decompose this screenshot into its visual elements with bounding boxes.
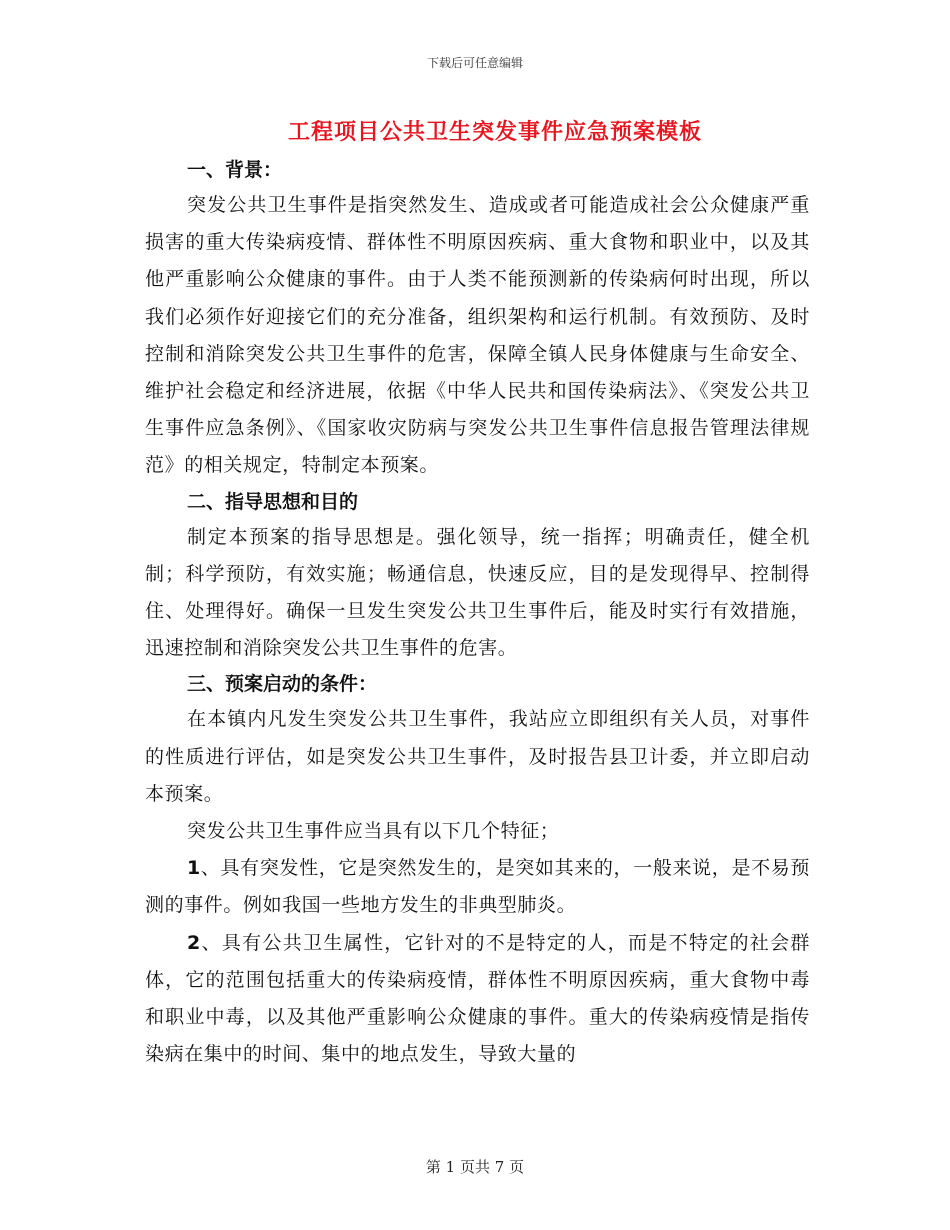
list-item-number: 2 — [187, 931, 201, 954]
list-item — [145, 850, 810, 924]
paragraph: 在本镇内凡发生突发公共卫生事件，我站应立即组织有关人员，对事件的性质进行评估，如是突发公共卫生事件，及时报告县卫计委，并立即启动本预案。 — [145, 708, 810, 805]
document-body — [145, 153, 810, 1073]
document-title: 工程项目公共卫生突发事件应急预案模板 — [287, 120, 702, 145]
list-item-text: 、具有公共卫生属性，它针对的不是特定的人，而是不特定的社会群体，它的范围包括重大的传染病疫情，群体性不明原因疾病，重大食物中毒和职业中毒，以及其他严重影响公众健康的事件。重大的传染病疫情是指传染病在集中的时间、集中的地点发生，导致大量的 — [145, 931, 810, 1066]
list-item — [145, 925, 810, 1074]
section-heading-background: 一、背景： — [187, 159, 283, 181]
paragraph: 突发公共卫生事件是指突然发生、造成或者可能造成社会公众健康严重损害的重大传染病疫情、群体性不明原因疾病、重大食物和职业中，以及其他严重影响公众健康的事件。由于人类不能预测新的传染病何时出现，所以我们必须作好迎接它们的充分准备，组织架构和运行机制。有效预防、及时控制和消除突发公共卫生事件的危害，保障全镇人民身体健康与生命安全、维护社会稳定和经济进展，依据《中华人民共和国传染病法》、《突发公共卫生事件应急条例》、《国家收灾防病与突发公共卫生事件信息报告管理法律规范》的相关规定，特制定本预案。 — [145, 194, 810, 477]
paragraph: 突发公共卫生事件应当具有以下几个特征； — [187, 820, 560, 843]
page-header-note: 下载后可任意编辑 — [426, 56, 523, 70]
page-number: 第 1 页共 7 页 — [425, 1158, 525, 1176]
list-item-number: 1 — [187, 857, 201, 880]
section-heading-activation-conditions: 三、预案启动的条件： — [187, 673, 378, 696]
section-heading-guiding-principle: 二、指导思想和目的 — [187, 490, 359, 513]
list-item-text: 、具有突发性，它是突然发生的，是突如其来的，一般来说，是不易预测的事件。例如我国一些地方发生的非典型肺炎。 — [145, 857, 810, 917]
paragraph: 制定本预案的指导思想是。强化领导，统一指挥；明确责任，健全机制；科学预防，有效实施；畅通信息，快速反应，目的是发现得早、控制得住、处理得好。确保一旦发生突发公共卫生事件后，能及时实行有效措施，迅速控制和消除突发公共卫生事件的危害。 — [145, 525, 810, 660]
